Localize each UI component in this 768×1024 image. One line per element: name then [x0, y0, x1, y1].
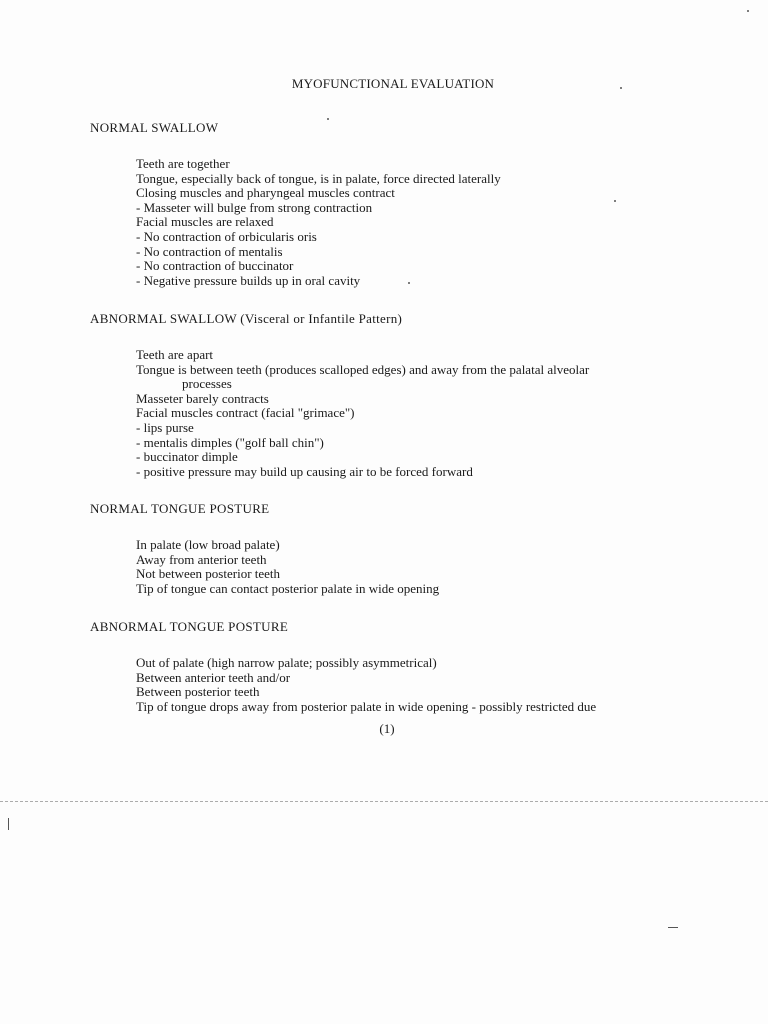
text-line: - No contraction of mentalis	[136, 243, 283, 259]
scan-speck	[620, 87, 622, 89]
scan-speck	[327, 118, 329, 120]
text-line: Between posterior teeth	[136, 684, 260, 700]
text-line: - positive pressure may build up causing air to be forced forward	[136, 463, 473, 479]
section-lines	[136, 656, 730, 714]
section-abnormal-tongue-posture	[90, 619, 730, 714]
scan-speck	[614, 200, 616, 202]
text-line: - mentalis dimples ("golf ball chin")	[136, 434, 324, 450]
text-line: Facial muscles are relaxed	[136, 214, 274, 230]
text-line: - No contraction of buccinator	[136, 258, 294, 274]
text-line: In palate (low broad palate)	[136, 537, 280, 552]
section-heading: ABNORMAL TONGUE POSTURE	[90, 619, 289, 634]
text-line: Teeth are apart	[136, 347, 214, 362]
text-line: Between anterior teeth and/or	[136, 669, 291, 685]
scan-speck	[408, 282, 410, 284]
text-line: Closing muscles and pharyngeal muscles contract	[136, 185, 395, 201]
scan-speck	[668, 927, 678, 928]
section-heading: ABNORMAL SWALLOW (Visceral or Infantile Pattern)	[90, 311, 403, 326]
section-lines	[136, 538, 730, 596]
text-line: Tip of tongue can contact posterior palate in wide opening	[136, 580, 440, 596]
text-line: Tip of tongue drops away from posterior palate in wide opening - possibly restricted due	[136, 698, 597, 714]
section-normal-tongue-posture	[90, 501, 730, 596]
page-number: (1)	[379, 721, 395, 736]
text-line: Not between posterior teeth	[136, 566, 281, 582]
text-line: Masseter barely contracts	[136, 390, 269, 406]
document-title: MYOFUNCTIONAL EVALUATION	[291, 76, 495, 91]
section-heading: NORMAL SWALLOW	[90, 120, 219, 135]
section-lines	[136, 348, 730, 479]
section-abnormal-swallow	[90, 311, 730, 479]
text-line: - Masseter will bulge from strong contraction	[136, 199, 373, 215]
text-line: Facial muscles contract (facial "grimace")	[136, 405, 355, 421]
text-line: Teeth are together	[136, 156, 230, 171]
text-line: - buccinator dimple	[136, 449, 238, 465]
text-line: Out of palate (high narrow palate; possibly asymmetrical)	[136, 655, 437, 670]
section-normal-swallow	[90, 120, 730, 288]
text-line: - lips purse	[136, 419, 194, 435]
section-lines	[136, 157, 730, 288]
text-line: - Negative pressure builds up in oral cavity	[136, 272, 361, 288]
section-heading: NORMAL TONGUE POSTURE	[90, 501, 270, 516]
text-line: processes	[182, 376, 232, 392]
scan-speck	[747, 10, 749, 12]
text-line: Away from anterior teeth	[136, 551, 267, 567]
text-line: Tongue is between teeth (produces scalloped edges) and away from the palatal alveolar	[136, 361, 590, 377]
scan-speck	[8, 818, 9, 830]
page-separator	[0, 801, 768, 802]
text-line: - No contraction of orbicularis oris	[136, 228, 317, 244]
text-line: Tongue, especially back of tongue, is in palate, force directed laterally	[136, 170, 501, 186]
